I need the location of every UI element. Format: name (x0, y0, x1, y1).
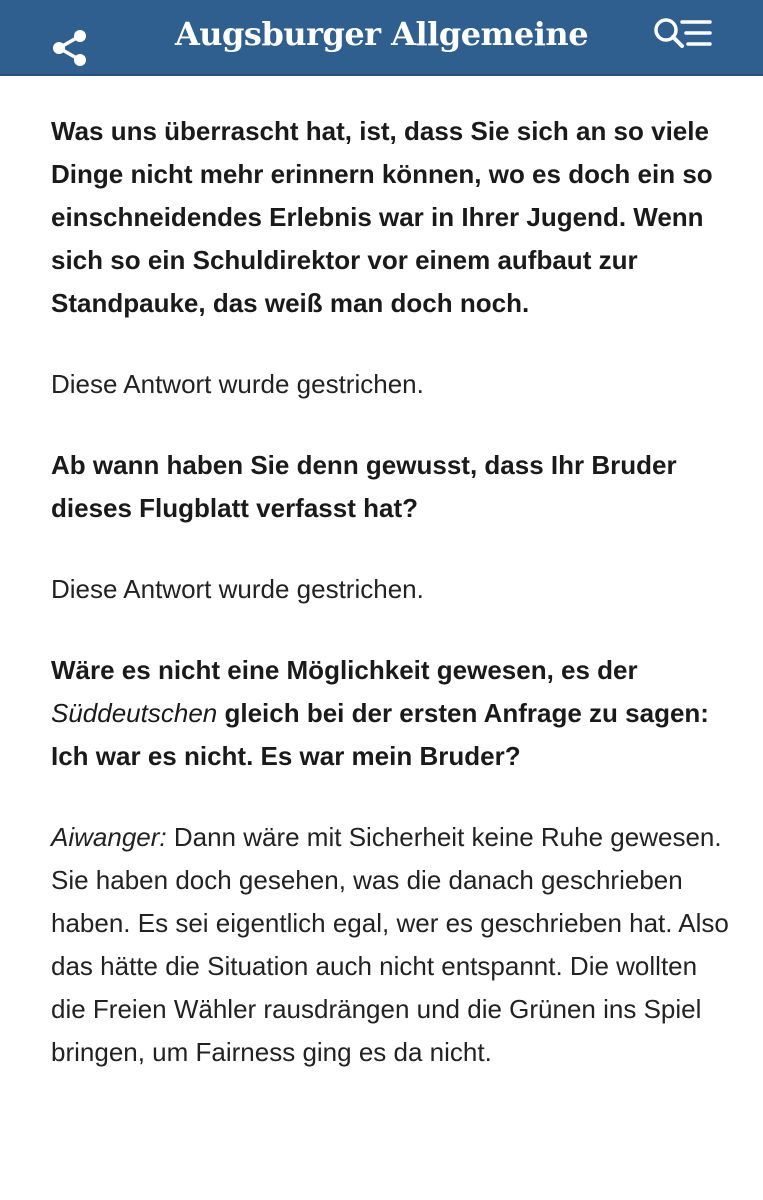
interview-answer-3 (51, 816, 731, 1074)
newspaper-name: Süddeutschen (51, 698, 218, 728)
interview-question-2: Ab wann haben Sie denn gewusst, dass Ihr Bruder dieses Flugblatt verfasst hat? (51, 450, 677, 523)
question-3-text-end: gleich bei der ersten Anfrage zu sagen: Ich war es nicht. Es war mein Bruder? (51, 698, 709, 771)
interview-answer-2: Diese Antwort wurde gestrichen. (51, 574, 424, 604)
brand-title[interactable]: Augsburger Allgemeine (174, 15, 589, 53)
speaker-label: Aiwanger: (51, 822, 167, 852)
answer-3-text: Dann wäre mit Sicherheit keine Ruhe gewesen. Sie haben doch gesehen, was die danach geschrieben haben. Es sei eigentlich egal, wer es geschrieben hat. Also das hätte die Situation auch nicht entspannt. Die wollten die Freien Wähler rausdrängen und die Grünen ins Spiel bringen, um Fairness ging es da nicht. (51, 822, 729, 1067)
interview-question-3 (51, 649, 731, 778)
search-menu-button[interactable] (652, 14, 714, 54)
article-body (51, 110, 731, 1074)
app-header (0, 0, 763, 76)
search-menu-icon (652, 14, 714, 54)
interview-question-1: Was uns überrascht hat, ist, dass Sie sich an so viele Dinge nicht mehr erinnern können, wo es doch ein so einschneidendes Erlebnis war in Ihrer Jugend. Wenn sich so ein Schuldirektor vor einem aufbaut zur Standpauke, das weiß man doch noch. (51, 116, 713, 318)
interview-answer-1: Diese Antwort wurde gestrichen. (51, 369, 424, 399)
question-3-text-start: Wäre es nicht eine Möglichkeit gewesen, es der (51, 655, 638, 685)
